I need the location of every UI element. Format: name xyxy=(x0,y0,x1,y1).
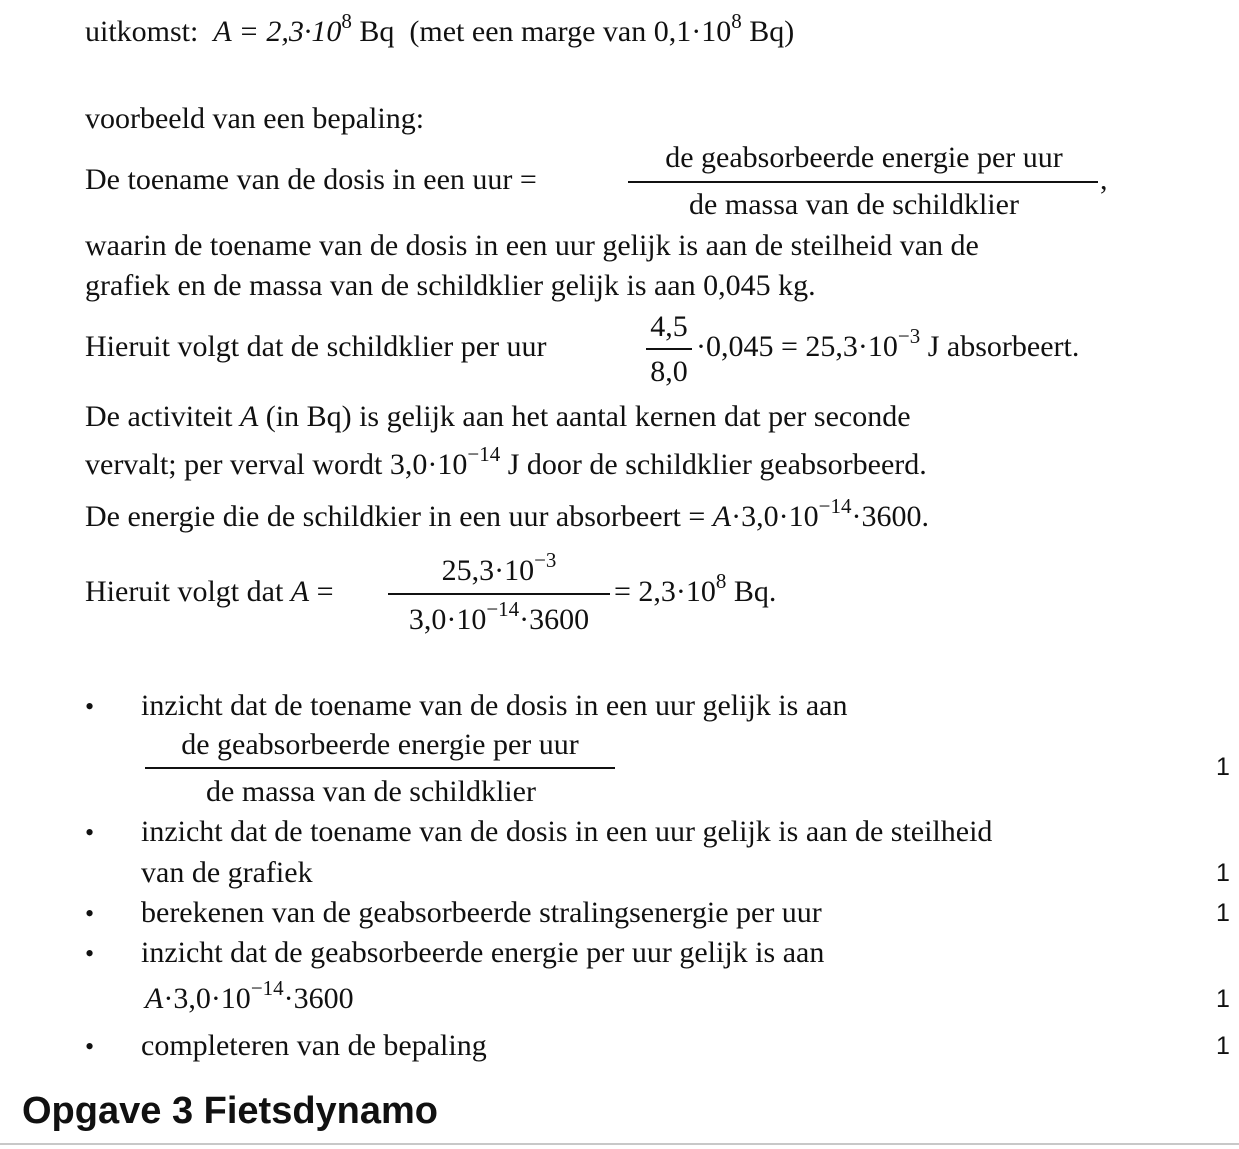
formula1-denominator: de massa van de schildklier xyxy=(689,188,1019,221)
formula3-lhs-text: Hieruit volgt dat xyxy=(85,575,284,608)
formula3-equals: = xyxy=(316,575,334,608)
criteria-item1-numerator: de geabsorbeerde energie per uur xyxy=(181,728,579,761)
criteria-item4-post: ·3600 xyxy=(283,982,354,1015)
formula1-lhs: De toename van de dosis in een uur = xyxy=(85,163,537,196)
criteria-item1-score: 1 xyxy=(1216,753,1230,781)
formula2-rhs-pre: ·0,045 = 25,3·10 xyxy=(696,330,898,363)
formula3-den-exponent: −14 xyxy=(486,597,520,621)
criteria-item3-text: berekenen van de geabsorbeerde stralingsenergie per uur xyxy=(141,896,822,929)
criteria-item1-fraction xyxy=(145,730,615,810)
formula3-den-pre: 3,0·10 xyxy=(408,603,487,636)
criteria-item2-line1: inzicht dat de toename van de dosis in een uur gelijk is aan de steilheid xyxy=(141,815,993,848)
voorbeeld-intro: voorbeeld van een bepaling: xyxy=(85,102,425,135)
criteria-item4-variable-a: A xyxy=(145,982,164,1015)
para3-pre: De energie die de schildkier in een uur absorbeert = xyxy=(85,500,706,533)
formula1-fraction-bar xyxy=(628,181,1098,183)
uitkomst-line xyxy=(85,9,795,48)
para2-line2-post: J door de schildklier geabsorbeerd. xyxy=(507,448,927,481)
formula3-fraction xyxy=(386,548,612,638)
criteria-item4-line1: inzicht dat de geabsorbeerde energie per uur gelijk is aan xyxy=(141,936,825,969)
para2-line2 xyxy=(85,442,927,481)
para2-line1 xyxy=(85,402,911,432)
para3-line xyxy=(85,494,929,533)
formula3-rhs-post: Bq. xyxy=(733,575,777,608)
para2-line1-pre: De activiteit xyxy=(85,400,233,433)
formula3-denominator xyxy=(386,597,612,636)
formula3-num-pre: 25,3·10 xyxy=(441,554,535,587)
uitkomst-marge-exponent: 8 xyxy=(731,9,742,33)
formula1-trail: , xyxy=(1100,163,1108,196)
para1-line2: grafiek en de massa van de schildklier gelijk is aan 0,045 kg. xyxy=(85,269,816,302)
criteria-item1-fraction-bar xyxy=(145,767,615,769)
uitkomst-marge-pre: (met een marge van 0,1·10 xyxy=(409,15,732,48)
criteria-item4-line2 xyxy=(145,976,354,1015)
criteria-bullet-4: • xyxy=(85,939,95,968)
formula3-rhs xyxy=(614,569,777,608)
criteria-item1-text: inzicht dat de toename van de dosis in een uur gelijk is aan xyxy=(141,689,848,722)
criteria-bullet-1: • xyxy=(85,692,95,721)
section-divider xyxy=(0,1143,1239,1145)
para3-mid: ·3,0·10 xyxy=(731,500,819,533)
criteria-bullet-2: • xyxy=(85,818,95,847)
formula3-num-exponent: −3 xyxy=(534,548,557,572)
para3-exponent: −14 xyxy=(818,494,852,518)
criteria-bullet-3: • xyxy=(85,899,95,928)
para2-line2-pre: vervalt; per verval wordt 3,0·10 xyxy=(85,448,468,481)
criteria-item4-exponent: −14 xyxy=(250,976,284,1000)
criteria-item3-score: 1 xyxy=(1216,899,1230,927)
criteria-item5-text: completeren van de bepaling xyxy=(141,1029,487,1062)
criteria-item4-score: 1 xyxy=(1216,985,1230,1013)
uitkomst-expression: A = 2,3·10 xyxy=(213,15,342,48)
formula3-lhs xyxy=(85,577,334,607)
formula3-den-post: ·3600 xyxy=(519,603,590,636)
criteria-item1-denominator: de massa van de schildklier xyxy=(206,775,536,808)
para3-variable-a: A xyxy=(712,500,732,533)
formula3-rhs-pre: = 2,3·10 xyxy=(614,575,716,608)
formula2-fraction xyxy=(644,312,694,388)
para1-line1: waarin de toename van de dosis in een uur gelijk is aan de steilheid van de xyxy=(85,229,979,262)
formula3-rhs-exponent: 8 xyxy=(715,569,727,593)
para2-variable-a: A xyxy=(239,400,259,433)
uitkomst-exponent: 8 xyxy=(341,9,352,33)
uitkomst-unit: Bq xyxy=(359,15,395,48)
section-heading-opgave-3: Opgave 3 Fietsdynamo xyxy=(22,1090,439,1132)
formula3-variable-a: A xyxy=(290,575,310,608)
para2-line2-exponent: −14 xyxy=(467,442,501,466)
formula3-fraction-bar xyxy=(388,593,610,595)
formula1-fraction xyxy=(628,143,1100,223)
criteria-item4-mid: ·3,0·10 xyxy=(163,982,251,1015)
uitkomst-marge-post: Bq) xyxy=(749,15,795,48)
uitkomst-label: uitkomst: xyxy=(85,15,199,48)
formula2-fraction-bar xyxy=(646,348,692,350)
formula1-numerator: de geabsorbeerde energie per uur xyxy=(665,141,1063,174)
criteria-item5-score: 1 xyxy=(1216,1032,1230,1060)
criteria-bullet-5: • xyxy=(85,1032,95,1061)
formula2-denominator: 8,0 xyxy=(650,355,688,388)
para2-line1-post: (in Bq) is gelijk aan het aantal kernen dat per seconde xyxy=(265,400,911,433)
formula2-numerator: 4,5 xyxy=(650,310,688,343)
formula3-numerator xyxy=(386,548,612,587)
formula2-lhs: Hieruit volgt dat de schildklier per uur xyxy=(85,330,547,363)
criteria-item2-line2: van de grafiek xyxy=(141,856,313,889)
criteria-item2-score: 1 xyxy=(1216,859,1230,887)
para3-post: ·3600. xyxy=(851,500,929,533)
formula2-rhs xyxy=(696,324,1080,363)
formula2-rhs-post: J absorbeert. xyxy=(927,330,1080,363)
formula2-rhs-exponent: −3 xyxy=(897,324,921,348)
